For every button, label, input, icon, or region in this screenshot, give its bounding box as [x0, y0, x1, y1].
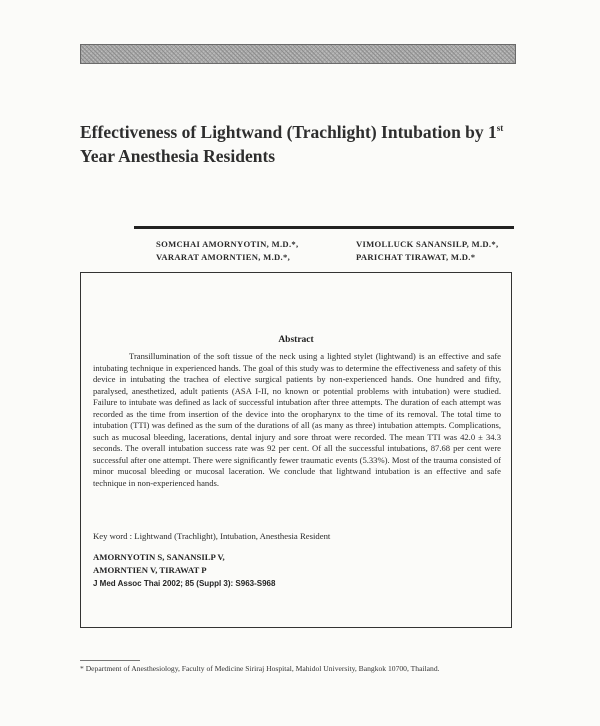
paper-title [80, 120, 520, 168]
citation-authors-1: AMORNYOTIN S, SANANSILP V, [93, 552, 225, 562]
abstract-box [80, 272, 512, 628]
affiliation-footnote: * Department of Anesthesiology, Faculty of Medicine Siriraj Hospital, Mahidol University, Bangkok 10700, Thailand. [80, 664, 440, 673]
author-name: SOMCHAI AMORNYOTIN, M.D.*, [156, 239, 299, 249]
title-line-2: Year Anesthesia Residents [80, 146, 276, 166]
citation-authors-2: AMORNTIEN V, TIRAWAT P [93, 565, 207, 575]
title-text: Effectiveness of Lightwand (Trachlight) Intubation by 1 [80, 122, 497, 142]
abstract-body: Transillumination of the soft tissue of the neck using a lighted stylet (lightwand) is an effective and safe intubating technique in experienced hands. The goal of this study was to determine the effectiveness and safety of this device in intubating the trachea of elective surgical patients by non-experienced hands. One hundred and fifty, paralysed, anesthetized, adult patients (ASA I-II, no known or potential problems with intubation) were studied. Failure to intubate was defined as lack of successful intubation after three attempts. The duration of each attempt was recorded as the time from insertion of the device into the oropharynx to the time of its removal. The total time to intubation (TTI) was defined as the sum of the durations of all (as many as three) intubation attempts. Complications, such as mucosal bleeding, lacerations, dental injury and sore throat were recorded. The mean TTI was 42.0 ± 34.3 seconds. The overall intubation success rate was 92 per cent. Of all the successful intubations, 87.68 per cent were successful after one attempt. There were significantly fewer traumatic events (5.33%). Most of the trauma consisted of minor mucosal bleeding or mucosal laceration. We conclude that lightwand intubation is an effective and safe technique in non-experienced hands. [93, 351, 501, 489]
title-superscript: st [496, 123, 504, 134]
citation-journal: J Med Assoc Thai 2002; 85 (Suppl 3): S963-S968 [93, 579, 276, 588]
footnote-rule [80, 660, 140, 661]
abstract-heading: Abstract [278, 335, 314, 345]
authors-right-column [356, 238, 498, 264]
title-line-1 [80, 120, 520, 144]
title-rule [134, 226, 514, 229]
authors-left-column [156, 238, 298, 264]
header-band [80, 44, 516, 64]
author-name: VARARAT AMORNTIEN, M.D.*, [156, 252, 291, 262]
keywords: Key word : Lightwand (Trachlight), Intubation, Anesthesia Resident [93, 531, 331, 541]
author-name: VIMOLLUCK SANANSILP, M.D.*, [356, 239, 499, 249]
citation [93, 551, 393, 590]
author-name: PARICHAT TIRAWAT, M.D.* [356, 252, 476, 262]
